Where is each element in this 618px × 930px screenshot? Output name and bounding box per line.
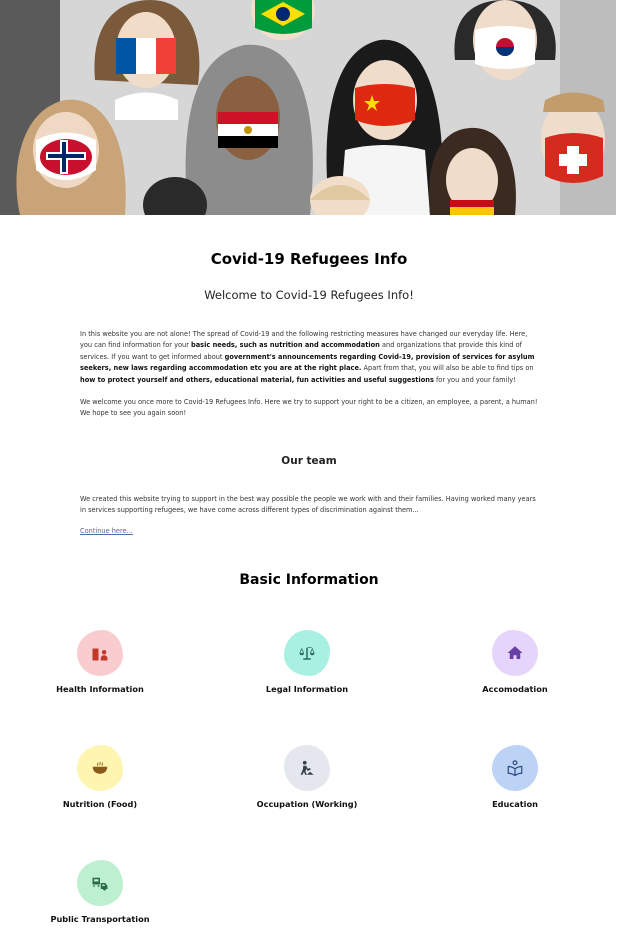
category-label: Public Transportation <box>50 914 150 924</box>
legal-blob <box>284 630 330 676</box>
welcome-paragraph: We welcome you once more to Covid-19 Refugees Info. Here we try to support your right to be a citizen, an employee, a parent, a human! We hope to see you again soon! <box>80 398 538 418</box>
category-public-transportation[interactable] <box>20 860 180 924</box>
bus-car-icon <box>91 874 109 892</box>
category-legal[interactable] <box>227 630 387 694</box>
accomodation-blob <box>492 630 538 676</box>
category-health[interactable] <box>20 630 180 694</box>
home-icon <box>506 644 524 662</box>
transportation-blob <box>77 860 123 906</box>
category-label: Accomodation <box>482 684 548 694</box>
category-label: Education <box>492 799 538 809</box>
team-heading: Our team <box>281 455 337 467</box>
category-label: Health Information <box>56 684 144 694</box>
occupation-blob <box>284 745 330 791</box>
category-accomodation[interactable] <box>435 630 595 694</box>
book-reader-icon <box>506 759 524 777</box>
category-label: Nutrition (Food) <box>62 799 138 809</box>
intro-paragraph: In this website you are not alone! The spread of Covid-19 and the following restricting measures have changed our everyday life. Here, you can find information for your basic needs, such as nutrition and accommodation and organizations that provide this kind of services. If you want to get informed about government's announcements regarding Covid-19, provision of services for asylum seekers, new laws regarding accommodation etc you are at the right place. Apart from that, you will also be able to find tips on how to protect yourself and others, educational material, fun activities and useful suggestions for you and your family! <box>80 330 535 384</box>
hero-illustration <box>0 0 616 215</box>
category-education[interactable] <box>435 745 595 809</box>
education-blob <box>492 745 538 791</box>
continue-link[interactable]: Continue here... <box>80 527 133 535</box>
category-label: Legal Information <box>265 684 349 694</box>
scales-icon <box>298 644 316 662</box>
team-paragraph: We created this website trying to support in the best way possible the people we work with and their families. Having worked many years in services supporting refugees, we have come across different types of discrimination against them... <box>80 495 536 515</box>
page-title: Covid-19 Refugees Info <box>210 250 408 268</box>
category-label: Occupation (Working) <box>256 799 358 809</box>
category-nutrition[interactable] <box>20 745 180 809</box>
worker-icon <box>298 759 316 777</box>
category-occupation[interactable] <box>227 745 387 809</box>
health-blob <box>77 630 123 676</box>
basic-information-heading: Basic Information <box>239 572 379 588</box>
hospital-icon <box>91 644 109 662</box>
welcome-subtitle: Welcome to Covid-19 Refugees Info! <box>204 288 414 302</box>
bowl-icon <box>91 759 109 777</box>
nutrition-blob <box>77 745 123 791</box>
